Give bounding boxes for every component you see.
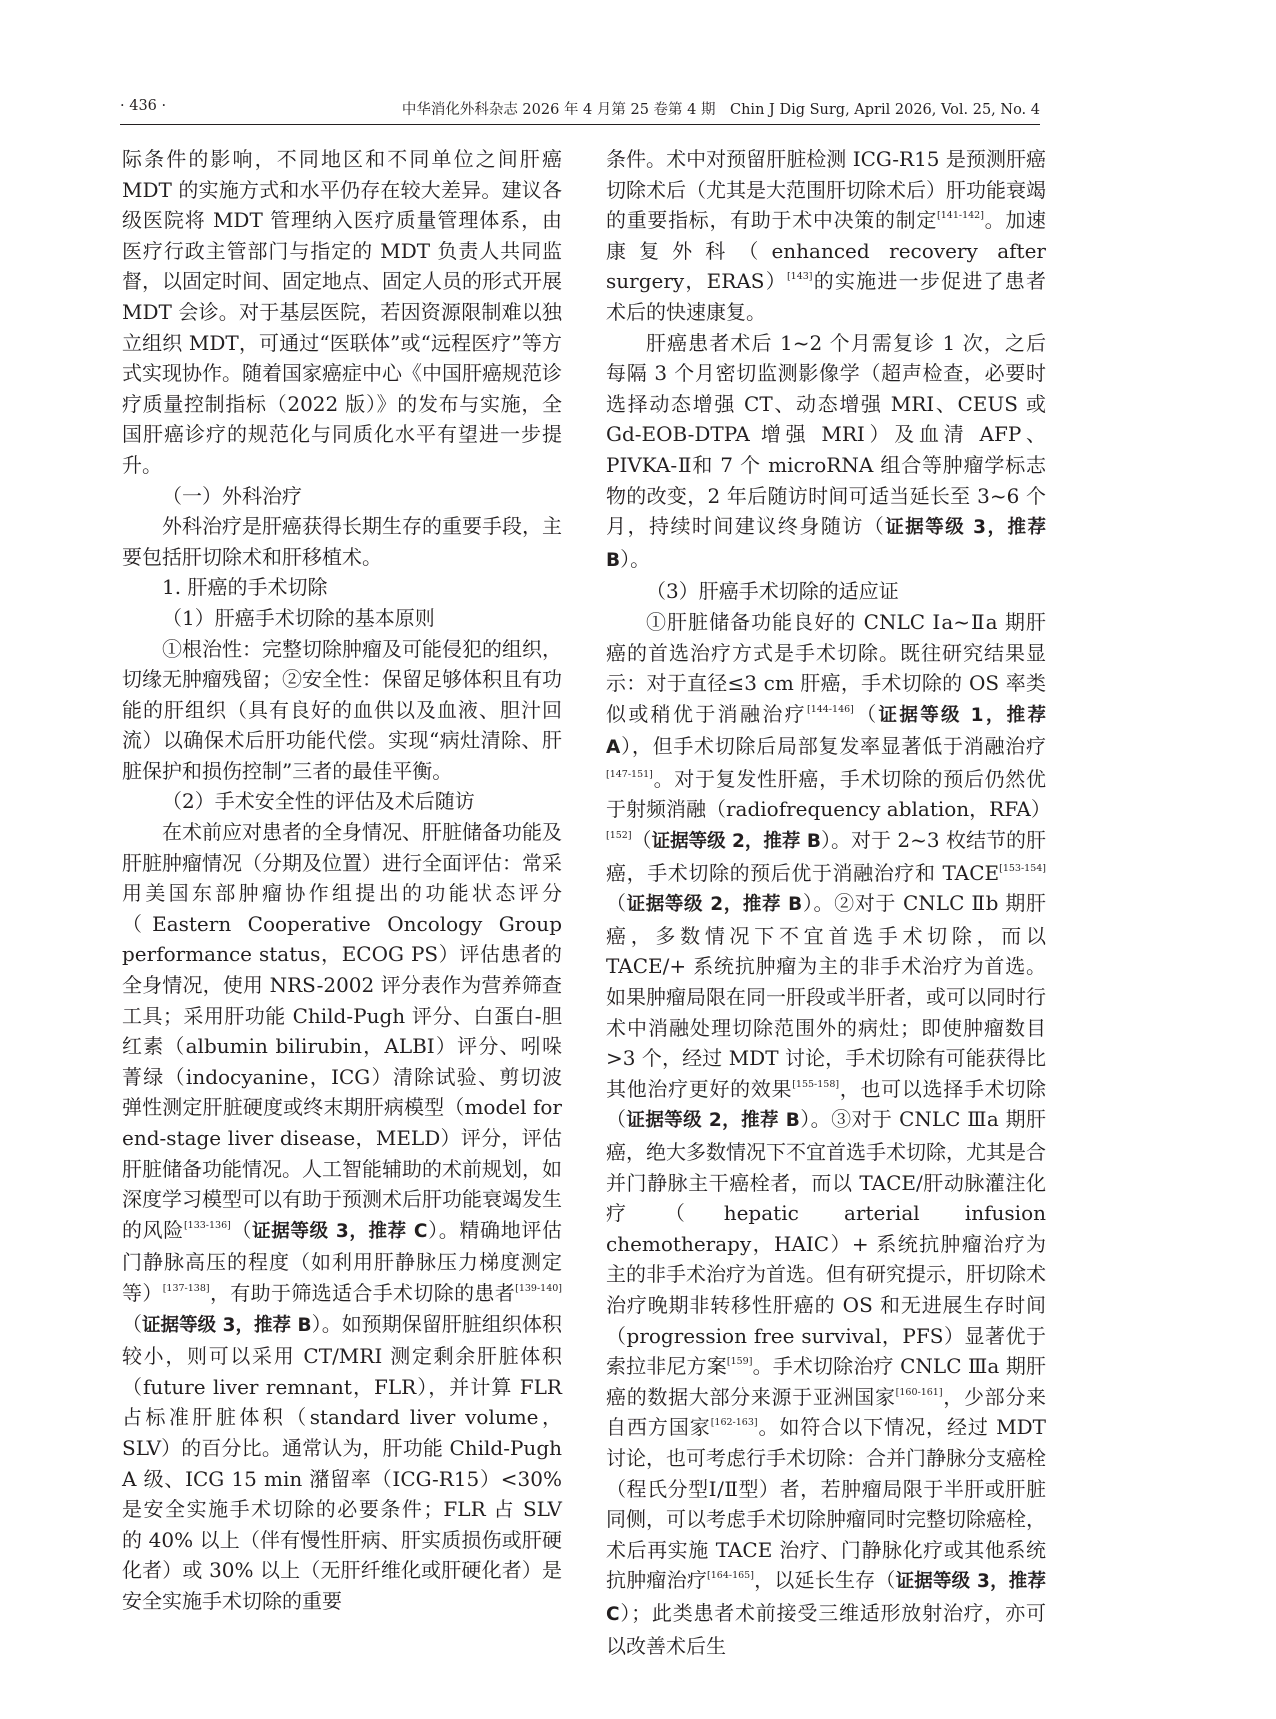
text-span: ，也可以选择手术切除（	[606, 1076, 1047, 1132]
text-span: （	[606, 891, 627, 916]
text-span: ），但手术切除后局部复发率显著低于消融治疗	[620, 734, 1046, 759]
text-span: ）；此类患者术前接受三维适形放射治疗，亦可以改善术后生	[606, 1600, 1046, 1658]
section-heading-surgery: （一）外科治疗	[162, 483, 302, 508]
paragraph-intraoperative	[606, 144, 1046, 328]
subsection-heading-indications: （3）肝癌手术切除的适应证	[646, 579, 899, 604]
evidence-level: 证据等级 3，推荐 B	[606, 517, 1046, 571]
journal-citation: 中华消化外科杂志 2026 年 4 月第 25 卷第 4 期 Chin J Dig Surg, April 2026, Vol. 25, No. 4	[401, 102, 1040, 118]
citation-ref: [155-158]	[792, 1078, 840, 1090]
paragraph-indications	[606, 607, 1051, 1661]
evidence-level: 证据等级 2，推荐 B	[626, 894, 803, 916]
text-span: 。对于复发性肝癌，手术切除的预后仍然优于射频消融（radiofrequency ablation，RFA）	[606, 766, 1051, 822]
evidence-level: 证据等级 3，推荐 C	[252, 1220, 428, 1242]
text-span: ，以延长生存（	[753, 1568, 896, 1593]
citation-ref: [144-146]	[806, 703, 854, 715]
text-span: ，少部分来自西方国家	[606, 1384, 1047, 1440]
text-span: （	[122, 1311, 143, 1336]
citation-ref: [164-165]	[707, 1570, 754, 1582]
text-span: 条件。术中对预留肝脏检测 ICG-R15 是预测肝癌切除术后（尤其是大范围肝切除术后）肝功能衰竭的重要指标，有助于术中决策的制定	[606, 147, 1046, 233]
citation-ref: [152]	[606, 830, 632, 842]
paragraph-principles: ①根治性：完整切除肿瘤及可能侵犯的组织，切缘无肿瘤残留；②安全性：保留足够体积且有功能的肝组织（具有良好的血供以及血液、胆汁回流）以确保术后肝功能代偿。实现“病灶清除、肝脏保护和损伤控制”三者的最佳平衡。	[122, 636, 562, 783]
subsection-heading-resection: 1. 肝癌的手术切除	[162, 575, 328, 600]
paragraph-surgery-intro: 外科治疗是肝癌获得长期生存的重要手段，主要包括肝切除术和肝移植术。	[122, 514, 562, 569]
paragraph-follow-up	[606, 328, 1046, 577]
text-span: ）。精确地评估门静脉高压的程度（如利用肝静脉压力梯度测定等）	[122, 1217, 563, 1305]
text-span: （	[853, 701, 879, 726]
paragraph-safety-assessment	[122, 817, 562, 1616]
citation-ref: [153-154]	[999, 862, 1046, 874]
citation-ref: [160-161]	[895, 1386, 943, 1398]
text-span: ）。③对于 CNLC Ⅲa 期肝癌，绝大多数情况下不宜首选手术切除，尤其是合并门静脉主干癌栓者，而以 TACE/肝动脉灌注化疗（hepatic arterial infusion chemotherapy，HAIC）+ 系统抗肿瘤治疗为主的非手术治疗为首选。但有研究提示，肝切除术治疗晚期非转移性肝癌的 OS 和无进展生存时间（progression free survival，PFS）显著优于索拉非尼方案	[606, 1107, 1047, 1379]
left-column	[122, 144, 562, 1617]
evidence-level: 证据等级 2，推荐 B	[626, 1110, 800, 1132]
text-span: ）。对于 2~3 枚结节的肝癌，手术切除的预后优于消融治疗和 TACE	[606, 828, 1047, 885]
text-span: 。如符合以下情况，经过 MDT 讨论，也可考虑行手术切除：合并门静脉分支癌栓（程氏分型Ⅰ/Ⅱ型）者，若肿瘤局限于半肝或肝脏同侧，可以考虑手术切除肿瘤同时完整切除癌栓，术后再实施 TACE 治疗、门静脉化疗或其他系统抗肿瘤治疗	[606, 1415, 1047, 1593]
running-header	[120, 96, 1040, 125]
citation-ref: [143]	[786, 271, 813, 283]
text-span: ，有助于筛选适合手术切除的患者	[209, 1280, 516, 1305]
text-span: ①肝脏储备功能良好的 CNLC Ⅰa~Ⅱa 期肝癌的首选治疗方式是手术切除。既往研究结果显示：对于直径≤3 cm 肝癌，手术切除的 OS 率类似或稍优于消融治疗	[606, 609, 1046, 726]
text-span: ）。②对于 CNLC Ⅱb 期肝癌，多数情况下不宜首选手术切除，而以 TACE/+ 系统抗肿瘤为主的非手术治疗为首选。如果肿瘤局限在同一肝段或半肝者，或可以同时行术中消融处理切除范围外的病灶；即使肿瘤数目 >3 个，经过 MDT 讨论，手术切除有可能获得比其他治疗更好的效果	[606, 891, 1047, 1101]
text-span: ）。如预期保留肝脏组织体积较小，则可以采用 CT/MRI 测定剩余肝脏体积（future liver remnant，FLR），并计算 FLR 占标准肝脏体积（standard liver volume，SLV）的百分比。通常认为，肝功能 Child-Pugh A 级、ICG 15 min 潴留率（ICG-R15）<30% 是安全实施手术切除的必要条件；FLR 占 SLV 的 40% 以上（伴有慢性肝病、肝实质损伤或肝硬化者）或 30% 以上（无肝纤维化或肝硬化者）是安全实施手术切除的重要	[122, 1311, 563, 1613]
citation-ref: [141-142]	[937, 210, 984, 222]
citation-ref: [133-136]	[183, 1219, 231, 1231]
subsection-heading-principles: （1）肝癌手术切除的基本原则	[162, 605, 435, 630]
citation-ref: [162-163]	[710, 1417, 758, 1429]
citation-ref: [137-138]	[162, 1282, 210, 1294]
evidence-level: 证据等级 1，推荐 A	[606, 704, 1047, 759]
text-span: 肝癌患者术后 1~2 个月需复诊 1 次，之后每隔 3 个月密切监测影像学（超声检查，必要时选择动态增强 CT、动态增强 MRI、CEUS 或 Gd-EOB-DTPA 增强 MRI）及血清 AFP、PIVKA-Ⅱ和 7 个 microRNA 组合等肿瘤学标志物的改变，2 年后随访时间可适当延长至 3~6 个月，持续时间建议终身随访（	[606, 330, 1046, 539]
text-span: （	[631, 828, 652, 853]
text-span: 的实施进一步促进了患者术后的快速康复。	[606, 269, 1047, 324]
text-span: 在术前应对患者的全身情况、肝脏储备功能及肝脏肿瘤情况（分期及位置）进行全面评估：常采用美国东部肿瘤协作组提出的功能状态评分（Eastern Cooperative Oncology Group performance status，ECOG PS）评估患者的全身情况，使用 NRS-2002 评分表作为营养筛查工具；采用肝功能 Child-Pugh 评分、白蛋白-胆红素（albumin bilirubin，ALBI）评分、吲哚菁绿（indocyanine，ICG）清除试验、剪切波弹性测定肝脏硬度或终末期肝病模型（model for end-stage liver disease，MELD）评分，评估肝脏储备功能情况。人工智能辅助的术前规划，如深度学习模型可以有助于预测术后肝功能衰竭发生的风险	[122, 820, 562, 1242]
text-span: 。加速康复外科（enhanced recovery after surgery，ERAS）	[606, 208, 1047, 294]
text-span: 。手术切除治疗 CNLC Ⅲa 期肝癌的数据大部分来源于亚洲国家	[606, 1354, 1047, 1409]
evidence-level: 证据等级 3，推荐 C	[606, 1571, 1047, 1625]
page-number: · 436 ·	[120, 98, 167, 114]
evidence-level: 证据等级 2，推荐 B	[651, 831, 821, 853]
citation-ref: [147-151]	[606, 768, 653, 780]
subsection-heading-safety: （2）手术安全性的评估及术后随访	[162, 789, 475, 814]
paragraph-mdt-implementation: 际条件的影响，不同地区和不同单位之间肝癌 MDT 的实施方式和水平仍存在较大差异。建议各级医院将 MDT 管理纳入医疗质量管理体系，由医疗行政主管部门与指定的 MDT 负责人共同监督，以固定时间、固定地点、固定人员的形式开展 MDT 会诊。对于基层医院，若因资源限制难以独立组织 MDT，可通过“医联体”或“远程医疗”等方式实现协作。随着国家癌症中心《中国肝癌规范诊疗质量控制指标（2022 版）》的发布与实施，全国肝癌诊疗的规范化与同质化水平有望进一步提升。	[122, 147, 562, 477]
text-span: ）。	[620, 546, 651, 571]
evidence-level: 证据等级 3，推荐 B	[142, 1314, 312, 1336]
right-column	[606, 144, 1051, 1661]
citation-ref: [159]	[726, 1356, 753, 1368]
citation-ref: [139-140]	[515, 1282, 563, 1294]
text-span: （	[230, 1217, 253, 1242]
